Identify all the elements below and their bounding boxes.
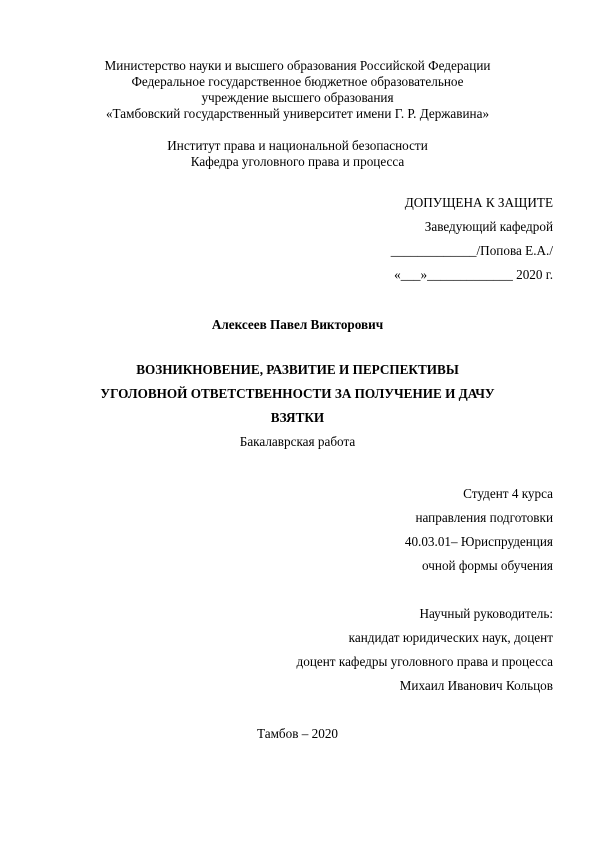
institution-line-2: учреждение высшего образования (201, 90, 394, 105)
approval-signature: _____________/Попова Е.А./ (390, 243, 553, 258)
city-year: Тамбов – 2020 (256, 726, 339, 741)
department-name: Кафедра уголовного права и процесса (190, 154, 405, 169)
student-direction: направления подготовки (415, 510, 553, 525)
thesis-title-line-3: ВЗЯТКИ (270, 410, 325, 425)
thesis-title-line-1: ВОЗНИКНОВЕНИЕ, РАЗВИТИЕ И ПЕРСПЕКТИВЫ (136, 362, 459, 377)
thesis-title-line-2: УГОЛОВНОЙ ОТВЕТСТВЕННОСТИ ЗА ПОЛУЧЕНИЕ И ДАЧУ (100, 386, 495, 401)
supervisor-degree: кандидат юридических наук, доцент (348, 630, 553, 645)
institution-line-1: Федеральное государственное бюджетное образовательное (131, 74, 464, 89)
supervisor-name: Михаил Иванович Кольцов (399, 678, 553, 693)
approval-status: ДОПУЩЕНА К ЗАЩИТЕ (404, 195, 553, 210)
student-course: Студент 4 курса (463, 486, 553, 501)
supervisor-position: доцент кафедры уголовного права и процесса (296, 654, 553, 669)
student-program-code: 40.03.01– Юриспруденция (404, 534, 553, 549)
author-name: Алексеев Павел Викторович (211, 317, 384, 332)
university-name: «Тамбовский государственный университет имени Г. Р. Державина» (105, 106, 490, 121)
ministry-line: Министерство науки и высшего образования Российской Федерации (104, 58, 491, 73)
work-type: Бакалаврская работа (239, 434, 356, 449)
approval-role: Заведующий кафедрой (424, 219, 553, 234)
institute-name: Институт права и национальной безопасности (167, 138, 428, 153)
student-study-form: очной формы обучения (422, 558, 553, 573)
approval-date: «___»_____________ 2020 г. (394, 267, 553, 282)
supervisor-label: Научный руководитель: (419, 606, 553, 621)
